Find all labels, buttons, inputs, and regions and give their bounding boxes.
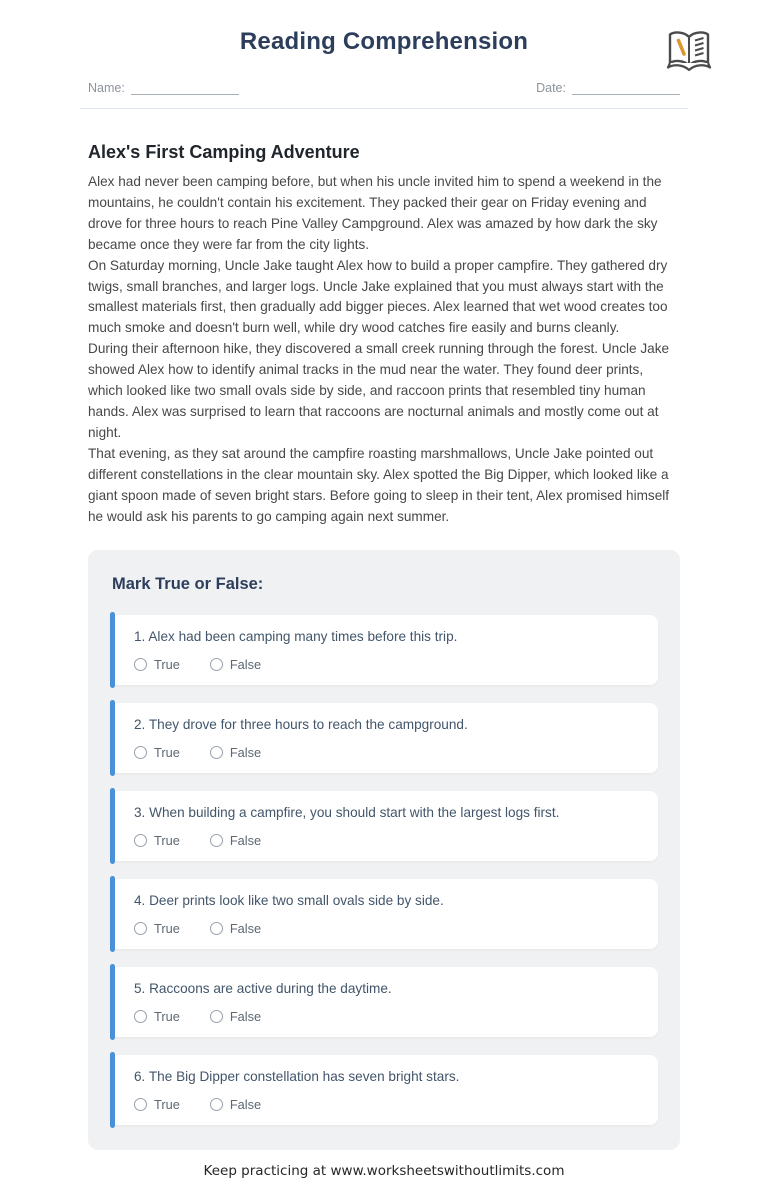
radio-true-q5[interactable] bbox=[134, 1010, 147, 1023]
date-label: Date: bbox=[536, 81, 566, 95]
question-text: 3. When building a campfire, you should start with the largest logs first. bbox=[134, 805, 560, 821]
option-label[interactable]: True bbox=[154, 921, 180, 937]
open-book-icon bbox=[665, 27, 713, 75]
option-false-q1[interactable] bbox=[210, 657, 261, 672]
option-label[interactable]: True bbox=[154, 1009, 180, 1025]
option-label[interactable]: False bbox=[229, 657, 262, 673]
passage-paragraph: Alex had never been camping before, but when his uncle invited him to spend a weekend in the mountains, he couldn't contain his excitement. They packed their gear on Friday evening and drove for three hours to reach Pine Valley Campground. Alex was amazed by how dark the sky became once they were far from the city lights. bbox=[88, 174, 662, 252]
option-label[interactable]: False bbox=[229, 1009, 262, 1025]
option-label[interactable]: True bbox=[154, 1097, 180, 1113]
name-input-line[interactable] bbox=[131, 82, 239, 95]
radio-true-q4[interactable] bbox=[134, 922, 147, 935]
option-label[interactable]: False bbox=[229, 1097, 262, 1113]
option-true-q4[interactable] bbox=[134, 921, 180, 936]
option-label[interactable]: False bbox=[229, 921, 262, 937]
passage-paragraph: That evening, as they sat around the campfire roasting marshmallows, Uncle Jake pointed out different constellations in the clear mountain sky. Alex spotted the Big Dipper, which looked like a giant spoon made of seven bright stars. Before going to sleep in their tent, Alex promised himself he would ask his parents to go camping again next summer. bbox=[88, 445, 670, 524]
options-row bbox=[134, 1097, 642, 1112]
question-text: 5. Raccoons are active during the daytime. bbox=[134, 981, 392, 997]
option-false-q2[interactable] bbox=[210, 745, 261, 760]
question-card bbox=[110, 967, 658, 1037]
option-label[interactable]: True bbox=[154, 657, 180, 673]
option-label[interactable]: True bbox=[154, 745, 180, 761]
header-divider bbox=[80, 108, 688, 109]
question-card bbox=[110, 615, 658, 685]
options-row bbox=[134, 921, 642, 936]
radio-true-q2[interactable] bbox=[134, 746, 147, 759]
option-false-q6[interactable] bbox=[210, 1097, 261, 1112]
option-label[interactable]: False bbox=[229, 745, 262, 761]
question-text: 1. Alex had been camping many times before this trip. bbox=[134, 629, 458, 645]
option-true-q5[interactable] bbox=[134, 1009, 180, 1024]
option-true-q1[interactable] bbox=[134, 657, 180, 672]
radio-false-q2[interactable] bbox=[210, 746, 223, 759]
question-card bbox=[110, 791, 658, 861]
passage-paragraph: On Saturday morning, Uncle Jake taught Alex how to build a proper campfire. They gathered dry twigs, small branches, and larger logs. Uncle Jake explained that you must always start with the smallest materials first, then gradually add bigger pieces. Alex learned that wet wood creates too much smoke and doesn't burn well, while dry wood catches fire easily and burns cleanly. bbox=[88, 257, 668, 336]
option-false-q4[interactable] bbox=[210, 921, 261, 936]
radio-false-q4[interactable] bbox=[210, 922, 223, 935]
option-true-q2[interactable] bbox=[134, 745, 180, 760]
question-card bbox=[110, 879, 658, 949]
question-accent-bar bbox=[110, 612, 115, 688]
true-false-section bbox=[88, 550, 680, 1150]
worksheet-header bbox=[0, 0, 768, 109]
footer-text: Keep practicing at www.worksheetswithoutlimits.com bbox=[203, 1163, 565, 1179]
option-label[interactable]: False bbox=[229, 833, 262, 849]
option-true-q3[interactable] bbox=[134, 833, 180, 848]
question-accent-bar bbox=[110, 700, 115, 776]
radio-true-q3[interactable] bbox=[134, 834, 147, 847]
question-list bbox=[110, 615, 658, 1125]
passage-section bbox=[88, 142, 680, 527]
options-row bbox=[134, 745, 642, 760]
name-date-row bbox=[88, 81, 680, 95]
option-false-q5[interactable] bbox=[210, 1009, 261, 1024]
passage-text bbox=[88, 172, 680, 527]
radio-false-q3[interactable] bbox=[210, 834, 223, 847]
question-accent-bar bbox=[110, 964, 115, 1040]
question-card bbox=[110, 703, 658, 773]
name-label: Name: bbox=[88, 81, 125, 95]
passage-paragraph: During their afternoon hike, they discovered a small creek running through the forest. Uncle Jake showed Alex how to identify animal tracks in the mud near the water. They found deer prints, which looked like two small ovals side by side, and raccoon prints that resembled tiny human hands. Alex was surprised to learn that raccoons are nocturnal animals and mostly come out at night. bbox=[88, 341, 670, 440]
date-field bbox=[536, 81, 680, 95]
passage-title: Alex's First Camping Adventure bbox=[88, 142, 360, 162]
question-accent-bar bbox=[110, 876, 115, 952]
question-accent-bar bbox=[110, 1052, 115, 1128]
options-row bbox=[134, 833, 642, 848]
question-text: 6. The Big Dipper constellation has seven bright stars. bbox=[134, 1069, 460, 1085]
question-accent-bar bbox=[110, 788, 115, 864]
options-row bbox=[134, 657, 642, 672]
quiz-heading: Mark True or False: bbox=[112, 575, 264, 594]
option-false-q3[interactable] bbox=[210, 833, 261, 848]
radio-false-q5[interactable] bbox=[210, 1010, 223, 1023]
page-title: Reading Comprehension bbox=[239, 28, 529, 55]
option-true-q6[interactable] bbox=[134, 1097, 180, 1112]
question-text: 4. Deer prints look like two small ovals side by side. bbox=[134, 893, 444, 909]
options-row bbox=[134, 1009, 642, 1024]
question-card bbox=[110, 1055, 658, 1125]
question-text: 2. They drove for three hours to reach the campground. bbox=[134, 717, 468, 733]
option-label[interactable]: True bbox=[154, 833, 180, 849]
name-field bbox=[88, 81, 239, 95]
radio-true-q1[interactable] bbox=[134, 658, 147, 671]
radio-false-q6[interactable] bbox=[210, 1098, 223, 1111]
date-input-line[interactable] bbox=[572, 82, 680, 95]
radio-true-q6[interactable] bbox=[134, 1098, 147, 1111]
radio-false-q1[interactable] bbox=[210, 658, 223, 671]
